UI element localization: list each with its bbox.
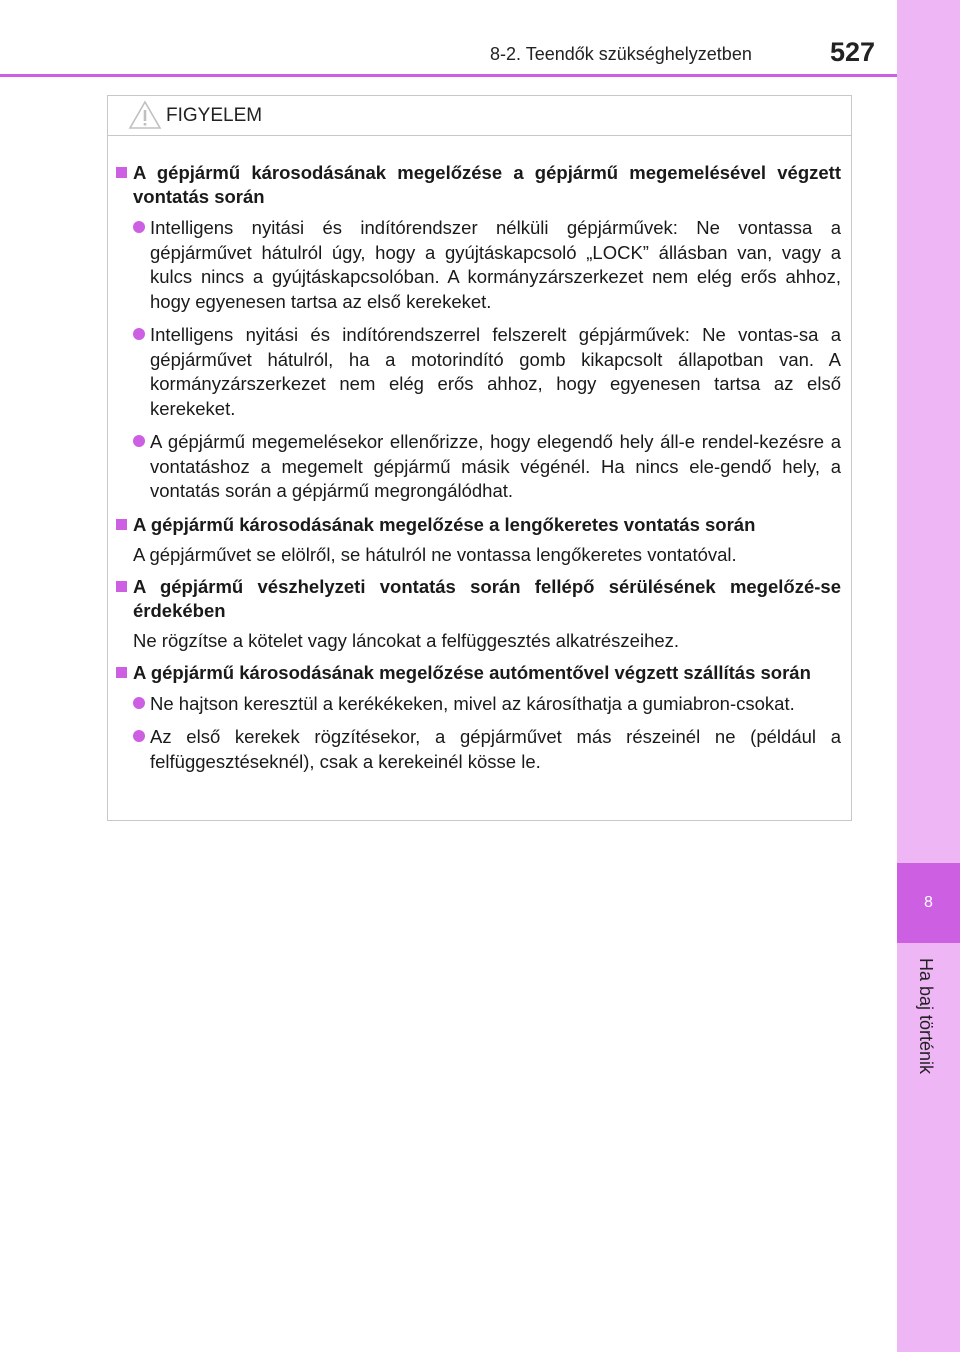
square-bullet-icon bbox=[116, 667, 127, 678]
round-bullet-icon bbox=[133, 435, 145, 447]
header-divider bbox=[0, 74, 897, 77]
square-bullet-icon bbox=[116, 167, 127, 178]
section-heading: A gépjármű vészhelyzeti vontatás során fellépő sérülésének megelőzé-se érdekében bbox=[116, 575, 841, 623]
section-text: A gépjárművet se elölről, se hátulról ne vontassa lengőkeretes vontatóval. bbox=[133, 543, 737, 565]
warning-label: FIGYELEM bbox=[166, 105, 263, 126]
list-item: A gépjármű megemelésekor ellenőrizze, hogy elegendő hely áll-e rendel-kezésre a vontatáshoz a megemelt gépjármű másik végénél. Ha nincs ele-gendő hely, a vontatás során a gépjármű megrongálódhat. bbox=[116, 430, 841, 504]
warning-header bbox=[108, 96, 851, 136]
section-heading: A gépjármű károsodásának megelőzése a lengőkeretes vontatás során bbox=[116, 513, 841, 537]
chapter-side-tab bbox=[897, 0, 960, 1352]
list-item: Az első kerekek rögzítésekor, a gépjárművet más részeinél ne (például a felfüggesztéseknél), csak a kerekeinél kösse le. bbox=[116, 725, 841, 774]
list-item: Intelligens nyitási és indítórendszer nélküli gépjárművek: Ne vontassa a gépjárművet hátulról úgy, hogy a gyújtáskapcsoló „LOCK” állásban van, vagy a kulcs nincs a gyújtáskapcsolóban. A kormányzárszerkezet nem elég erős ahhoz, hogy egyenesen tartsa az első kerekeket. bbox=[116, 216, 841, 314]
square-bullet-icon bbox=[116, 519, 127, 530]
list-item: Intelligens nyitási és indítórendszerrel felszerelt gépjárművek: Ne vontas-sa a gépjárművet hátulról, ha a motorindító gomb kikapcsolt állapotban van. A kormányzárszerkezet nem elég erős ahhoz, hogy egyenesen tartsa az első kerekeket. bbox=[116, 323, 841, 421]
round-bullet-icon bbox=[133, 697, 145, 709]
warning-content bbox=[108, 136, 851, 774]
round-bullet-icon bbox=[133, 730, 145, 742]
header-section-title: 8-2. Teendők szükséghelyzetben bbox=[490, 44, 752, 64]
warning-triangle-icon bbox=[128, 100, 162, 130]
section-heading: A gépjármű károsodásának megelőzése autómentővel végzett szállítás során bbox=[116, 661, 841, 685]
chapter-title: Ha baj történik bbox=[916, 958, 936, 1075]
list-item: Ne hajtson keresztül a kerékékeken, mivel az károsíthatja a gumiabron-csokat. bbox=[116, 692, 841, 717]
page-number: 527 bbox=[830, 37, 876, 67]
chapter-number: 8 bbox=[924, 894, 933, 911]
chapter-number-box bbox=[897, 863, 960, 943]
warning-box bbox=[107, 95, 852, 821]
section-heading: A gépjármű károsodásának megelőzése a gépjármű megemelésével végzett vontatás során bbox=[116, 161, 841, 209]
section-text: Ne rögzítse a kötelet vagy láncokat a felfüggesztés alkatrészeihez. bbox=[133, 629, 680, 651]
square-bullet-icon bbox=[116, 581, 127, 592]
round-bullet-icon bbox=[133, 328, 145, 340]
round-bullet-icon bbox=[133, 221, 145, 233]
